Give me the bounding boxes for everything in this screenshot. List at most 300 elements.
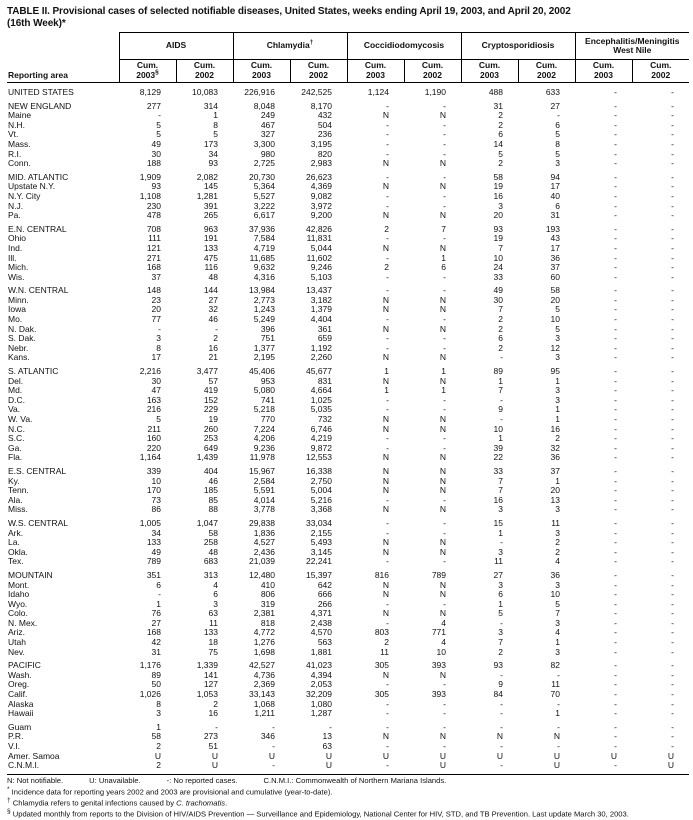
value-cell: 170 bbox=[146, 485, 161, 496]
table-row bbox=[7, 121, 689, 131]
table-row bbox=[7, 557, 689, 567]
value-cell: - bbox=[443, 285, 446, 296]
value-cell: 3 bbox=[555, 394, 561, 405]
value-cell: N bbox=[439, 242, 446, 253]
reporting-area-cell: N.J. bbox=[8, 200, 24, 211]
value-cell: 10 bbox=[493, 423, 503, 434]
legend-dash: -: No reported cases. bbox=[166, 775, 238, 785]
value-cell: 14 bbox=[493, 138, 503, 149]
value-cell: 141 bbox=[203, 669, 218, 680]
value-cell: - bbox=[671, 190, 675, 201]
table-row bbox=[7, 244, 689, 254]
table-row bbox=[7, 529, 689, 539]
value-cell: 46 bbox=[208, 475, 218, 486]
legend-u: U: Unavailable. bbox=[89, 775, 141, 785]
value-cell: - bbox=[671, 375, 675, 386]
value-cell: - bbox=[671, 129, 675, 140]
reporting-area-cell: Oreg. bbox=[8, 679, 30, 690]
value-cell: 1 bbox=[156, 598, 161, 609]
value-cell: 93 bbox=[493, 223, 503, 234]
value-cell: 31 bbox=[493, 100, 503, 111]
value-cell: - bbox=[671, 475, 675, 486]
value-cell: 26,623 bbox=[306, 171, 332, 182]
value-cell: U bbox=[211, 750, 218, 761]
value-cell: - bbox=[500, 721, 503, 732]
value-cell: - bbox=[671, 314, 675, 325]
value-cell: 145 bbox=[203, 181, 218, 192]
value-cell: - bbox=[614, 517, 618, 528]
table-row bbox=[7, 700, 689, 710]
table-row bbox=[7, 159, 689, 169]
column-group-chlamydia: Chlamydia† bbox=[233, 33, 347, 60]
value-cell: 4 bbox=[441, 617, 446, 628]
value-cell: U bbox=[176, 761, 233, 774]
value-cell: 789 bbox=[431, 569, 446, 580]
value-cell: - bbox=[671, 504, 675, 515]
value-cell: - bbox=[671, 537, 675, 548]
value-cell: - bbox=[671, 494, 675, 505]
value-cell: 1,287 bbox=[310, 708, 332, 719]
reporting-area-cell: Vt. bbox=[8, 129, 19, 140]
value-cell: - bbox=[614, 223, 618, 234]
value-cell: 11 bbox=[551, 517, 561, 528]
value-cell: 2,983 bbox=[310, 158, 332, 169]
value-cell: 1,108 bbox=[139, 190, 161, 201]
value-cell: 19 bbox=[208, 414, 218, 424]
value-cell: 253 bbox=[203, 433, 218, 444]
value-cell: 10 bbox=[550, 314, 561, 325]
value-cell: 2 bbox=[384, 637, 389, 648]
value-cell: - bbox=[614, 262, 618, 273]
table-row bbox=[7, 334, 689, 344]
value-cell: 185 bbox=[203, 485, 218, 496]
value-cell: N bbox=[382, 158, 389, 169]
footnote-section: § Updated monthly from reports to the Division of HIV/AIDS Prevention — Surveillance and Epidemiology, National Center for HIV, STD, and TB Prevention. Last update March 30, 2003. bbox=[7, 808, 629, 819]
value-cell: 5 bbox=[555, 323, 561, 334]
value-cell: - bbox=[671, 233, 675, 244]
value-cell: 4 bbox=[213, 579, 218, 590]
value-cell: 980 bbox=[260, 148, 275, 159]
value-cell: 1 bbox=[441, 366, 446, 377]
value-cell: 277 bbox=[146, 100, 161, 111]
value-cell: - bbox=[443, 314, 446, 325]
value-cell: 7 bbox=[498, 304, 503, 315]
value-cell: 168 bbox=[146, 627, 161, 638]
value-cell: 2,438 bbox=[310, 617, 332, 628]
value-cell: 3 bbox=[498, 504, 503, 515]
value-cell: - bbox=[671, 110, 675, 121]
value-cell: 2 bbox=[498, 158, 503, 169]
value-cell: - bbox=[443, 679, 446, 690]
reporting-area-cell: V.I. bbox=[8, 741, 20, 751]
value-cell: 242,525 bbox=[301, 87, 332, 97]
value-cell: 770 bbox=[260, 414, 275, 424]
value-cell: 6,617 bbox=[253, 210, 275, 221]
value-cell: 33 bbox=[493, 271, 503, 282]
value-cell: - bbox=[614, 627, 618, 638]
value-cell: - bbox=[614, 333, 618, 344]
value-cell: 191 bbox=[203, 233, 218, 244]
value-cell: - bbox=[386, 252, 389, 263]
table-title bbox=[7, 6, 689, 29]
value-cell: 11 bbox=[494, 556, 503, 567]
value-cell: 21 bbox=[208, 352, 218, 363]
table-row bbox=[7, 315, 689, 325]
value-cell: 2,725 bbox=[253, 158, 275, 169]
value-cell: 42,527 bbox=[249, 660, 275, 671]
value-cell: 1,698 bbox=[253, 646, 275, 657]
value-cell: 30 bbox=[493, 294, 503, 305]
table-row bbox=[7, 405, 689, 415]
column-group-aids: AIDS bbox=[119, 33, 233, 60]
value-cell: - bbox=[671, 333, 675, 344]
value-cell: - bbox=[614, 475, 618, 486]
reporting-area-cell: W. Va. bbox=[8, 414, 33, 424]
value-cell: N bbox=[382, 181, 389, 192]
value-cell: 419 bbox=[203, 385, 218, 396]
value-cell: 5,216 bbox=[310, 494, 332, 505]
value-cell: 133 bbox=[146, 537, 161, 548]
value-cell: 1 bbox=[441, 385, 446, 396]
value-cell: 1 bbox=[555, 414, 561, 424]
value-cell: - bbox=[671, 304, 675, 315]
value-cell: 37 bbox=[550, 465, 561, 476]
value-cell: - bbox=[215, 721, 218, 732]
reporting-area-cell: Utah bbox=[8, 637, 26, 648]
table-title-line1: TABLE II. Provisional cases of selected notifiable diseases, United States, weeks ending April 19, 2003, and April 20, 2002 bbox=[7, 6, 571, 17]
value-cell: 1,379 bbox=[310, 304, 332, 315]
value-cell: 410 bbox=[260, 579, 275, 590]
reporting-area-cell: UNITED STATES bbox=[8, 87, 74, 97]
value-cell: 31 bbox=[151, 646, 161, 657]
value-cell: - bbox=[671, 366, 675, 377]
value-cell: 8 bbox=[213, 119, 218, 130]
value-cell: 249 bbox=[260, 110, 275, 121]
value-cell: 2 bbox=[555, 546, 561, 557]
value-cell: - bbox=[614, 242, 618, 253]
value-cell: - bbox=[671, 252, 675, 263]
value-cell: - bbox=[671, 87, 675, 97]
value-cell: 13 bbox=[322, 731, 332, 742]
value-cell: 2,369 bbox=[253, 679, 275, 690]
value-cell: N bbox=[439, 537, 446, 548]
value-cell: 18 bbox=[208, 637, 218, 648]
value-cell: - bbox=[443, 129, 446, 140]
value-cell: 220 bbox=[146, 442, 161, 453]
value-cell: 6 bbox=[498, 333, 503, 344]
value-cell: 7 bbox=[498, 637, 503, 648]
reporting-area-cell: N.C. bbox=[8, 423, 25, 434]
value-cell: - bbox=[614, 721, 618, 732]
value-cell: - bbox=[671, 556, 675, 567]
value-cell: - bbox=[443, 148, 446, 159]
value-cell: 33,143 bbox=[249, 689, 275, 700]
value-cell: 4,719 bbox=[253, 242, 275, 253]
value-cell: - bbox=[671, 385, 675, 396]
value-cell: N bbox=[382, 669, 389, 680]
value-cell: - bbox=[614, 442, 618, 453]
value-cell: - bbox=[614, 669, 618, 680]
value-cell: 1,176 bbox=[139, 660, 161, 671]
reporting-area-cell: P.R. bbox=[8, 731, 24, 742]
value-cell: 4 bbox=[441, 637, 446, 648]
value-cell: N bbox=[439, 375, 446, 386]
value-cell: 7 bbox=[441, 223, 446, 234]
footnote-asterisk: * Incidence data for reporting years 2002 and 2003 are provisional and cumulative (year-to-date). bbox=[7, 785, 333, 797]
table-row bbox=[7, 609, 689, 619]
value-cell: - bbox=[614, 210, 618, 221]
value-cell: - bbox=[614, 233, 618, 244]
value-cell: - bbox=[443, 517, 446, 528]
value-cell: U bbox=[667, 750, 675, 761]
value-cell: 642 bbox=[317, 579, 332, 590]
value-cell: - bbox=[386, 119, 389, 130]
value-cell: 8,048 bbox=[253, 100, 275, 111]
value-cell: 58 bbox=[493, 171, 503, 182]
value-cell: 4,664 bbox=[310, 385, 332, 396]
table-row bbox=[7, 590, 689, 600]
value-cell: 32 bbox=[550, 442, 561, 453]
notifiable-diseases-table bbox=[7, 32, 689, 775]
value-cell: N bbox=[439, 210, 446, 221]
value-cell: - bbox=[614, 352, 618, 363]
table-row bbox=[7, 648, 689, 658]
reporting-area-cell: S. ATLANTIC bbox=[8, 366, 59, 377]
reporting-area-cell: Ky. bbox=[8, 475, 20, 486]
value-cell: 803 bbox=[374, 627, 389, 638]
value-cell: 3,222 bbox=[253, 200, 275, 211]
value-cell: 649 bbox=[203, 442, 218, 453]
value-cell: 13,984 bbox=[249, 285, 275, 296]
value-cell: 666 bbox=[317, 589, 332, 600]
value-cell: - bbox=[500, 617, 503, 628]
value-cell: 5 bbox=[156, 129, 161, 140]
value-cell: - bbox=[443, 171, 446, 182]
value-cell: 8 bbox=[156, 342, 161, 353]
reporting-area-cell: Amer. Samoa bbox=[8, 750, 60, 761]
value-cell: 31 bbox=[550, 210, 561, 221]
value-cell: - bbox=[386, 314, 389, 325]
value-cell: 4 bbox=[555, 627, 561, 638]
value-cell: - bbox=[671, 669, 675, 680]
value-cell: 2,053 bbox=[310, 679, 332, 690]
value-cell: 73 bbox=[151, 494, 161, 505]
value-cell: - bbox=[557, 741, 561, 751]
value-cell: 9,872 bbox=[310, 442, 332, 453]
value-cell: 8,170 bbox=[310, 100, 332, 111]
value-cell: 5,218 bbox=[253, 404, 275, 415]
value-cell: 88 bbox=[208, 504, 218, 515]
value-cell: 9,236 bbox=[253, 442, 275, 453]
value-cell: - bbox=[614, 385, 618, 396]
value-cell: - bbox=[158, 589, 161, 600]
value-cell: 5,493 bbox=[310, 537, 332, 548]
column-group-cryptosporidiosis: Cryptosporidiosis bbox=[461, 33, 575, 60]
value-cell: - bbox=[671, 569, 675, 580]
value-cell: U bbox=[518, 761, 575, 774]
value-cell: U bbox=[632, 761, 689, 774]
table-row bbox=[7, 234, 689, 244]
value-cell: - bbox=[671, 617, 675, 628]
value-cell: - bbox=[500, 537, 503, 548]
value-cell: 2,381 bbox=[253, 608, 275, 619]
reporting-area-cell: MID. ATLANTIC bbox=[8, 171, 69, 182]
value-cell: 339 bbox=[146, 465, 161, 476]
value-cell: 89 bbox=[151, 669, 161, 680]
value-cell: N bbox=[439, 475, 446, 486]
value-cell: 2,584 bbox=[253, 475, 275, 486]
value-cell: 1,281 bbox=[196, 190, 218, 201]
value-cell: 12 bbox=[550, 342, 561, 353]
value-cell: 314 bbox=[203, 100, 218, 111]
table-row bbox=[7, 150, 689, 160]
value-cell: 7 bbox=[498, 385, 503, 396]
value-cell: 683 bbox=[203, 556, 218, 567]
value-cell: - bbox=[671, 637, 675, 648]
subheader-chlamydia-2003: Cum. 2003 bbox=[233, 60, 290, 83]
reporting-area-cell: W.N. CENTRAL bbox=[8, 285, 69, 296]
value-cell: 84 bbox=[493, 689, 503, 700]
value-cell: 2,773 bbox=[253, 294, 275, 305]
table-row bbox=[7, 538, 689, 548]
value-cell: 1 bbox=[156, 721, 161, 732]
value-cell: - bbox=[671, 119, 675, 130]
value-cell: 361 bbox=[317, 323, 332, 334]
value-cell: 1 bbox=[498, 433, 503, 444]
value-cell: 396 bbox=[260, 323, 275, 334]
value-cell: N bbox=[553, 731, 561, 742]
value-cell: - bbox=[671, 171, 675, 182]
table-row bbox=[7, 444, 689, 454]
value-cell: - bbox=[386, 333, 389, 344]
value-cell: 266 bbox=[317, 598, 332, 609]
value-cell: 58 bbox=[151, 731, 161, 742]
reporting-area-cell: Ala. bbox=[8, 494, 23, 505]
value-cell: - bbox=[614, 423, 618, 434]
value-cell: U bbox=[553, 750, 561, 761]
value-cell: 1 bbox=[213, 110, 218, 121]
value-cell: 27 bbox=[493, 569, 503, 580]
value-cell: 4,404 bbox=[310, 314, 332, 325]
value-cell: - bbox=[386, 138, 389, 149]
value-cell: - bbox=[671, 598, 675, 609]
table-row bbox=[7, 377, 689, 387]
value-cell: 236 bbox=[317, 129, 332, 140]
value-cell: - bbox=[386, 556, 389, 567]
subheader-chlamydia-2002: Cum. 2002 bbox=[290, 60, 347, 83]
value-cell: - bbox=[614, 579, 618, 590]
value-cell: - bbox=[443, 404, 446, 415]
value-cell: - bbox=[500, 708, 503, 719]
value-cell: - bbox=[500, 741, 503, 751]
table-row bbox=[7, 548, 689, 558]
value-cell: 741 bbox=[260, 394, 275, 405]
value-cell: - bbox=[671, 579, 675, 590]
value-cell: 351 bbox=[146, 569, 161, 580]
value-cell: 2,260 bbox=[310, 352, 332, 363]
value-cell: 7,224 bbox=[253, 423, 275, 434]
value-cell: - bbox=[386, 494, 389, 505]
value-cell: - bbox=[671, 452, 675, 463]
reporting-area-cell: Ariz. bbox=[8, 627, 25, 638]
value-cell: - bbox=[614, 129, 618, 140]
value-cell: 5 bbox=[156, 414, 161, 424]
table-row bbox=[7, 581, 689, 591]
value-cell: - bbox=[614, 731, 618, 742]
value-cell: 806 bbox=[260, 589, 275, 600]
value-cell: - bbox=[443, 721, 446, 732]
table-row bbox=[7, 192, 689, 202]
value-cell: 4,369 bbox=[310, 181, 332, 192]
value-cell: - bbox=[614, 294, 618, 305]
value-cell: 5 bbox=[498, 608, 503, 619]
value-cell: 16 bbox=[208, 708, 218, 719]
value-cell: 16,338 bbox=[306, 465, 332, 476]
value-cell: - bbox=[443, 342, 446, 353]
value-cell: - bbox=[671, 660, 675, 671]
value-cell: - bbox=[671, 271, 675, 282]
value-cell: - bbox=[671, 423, 675, 434]
value-cell: 271 bbox=[146, 252, 161, 263]
value-cell: - bbox=[443, 394, 446, 405]
reporting-area-cell: La. bbox=[8, 537, 20, 548]
reporting-area-cell: Fla. bbox=[8, 452, 23, 463]
value-cell: 5 bbox=[555, 304, 561, 315]
value-cell: 127 bbox=[203, 679, 218, 690]
value-cell: 188 bbox=[146, 158, 161, 169]
value-cell: 2 bbox=[213, 698, 218, 709]
value-cell: 58 bbox=[208, 527, 218, 538]
value-cell: - bbox=[443, 119, 446, 130]
value-cell: 488 bbox=[488, 87, 503, 97]
table-row bbox=[7, 505, 689, 515]
value-cell: N bbox=[382, 731, 389, 742]
value-cell: 121 bbox=[146, 242, 161, 253]
value-cell: N bbox=[439, 181, 446, 192]
value-cell: 563 bbox=[317, 637, 332, 648]
value-cell: 11 bbox=[209, 617, 218, 628]
value-cell: - bbox=[671, 181, 675, 192]
value-cell: 9 bbox=[498, 679, 503, 690]
value-cell: 4,570 bbox=[310, 627, 332, 638]
value-cell: 13 bbox=[550, 494, 561, 505]
table-row bbox=[7, 453, 689, 463]
value-cell: - bbox=[671, 242, 675, 253]
value-cell: 475 bbox=[203, 252, 218, 263]
value-cell: 467 bbox=[260, 119, 275, 130]
value-cell: 963 bbox=[203, 223, 218, 234]
value-cell: 2,436 bbox=[253, 546, 275, 557]
reporting-area-cell: Wyo. bbox=[8, 598, 28, 609]
value-cell: 11,831 bbox=[306, 233, 332, 244]
value-cell: 1,211 bbox=[254, 708, 275, 719]
value-cell: 77 bbox=[151, 314, 161, 325]
value-cell: 49 bbox=[493, 285, 503, 296]
reporting-area-cell: S.C. bbox=[8, 433, 25, 444]
value-cell: - bbox=[671, 589, 675, 600]
value-cell: - bbox=[386, 233, 389, 244]
value-cell: 49 bbox=[151, 138, 161, 149]
value-cell: 1,190 bbox=[424, 87, 446, 97]
value-cell: N bbox=[382, 475, 389, 486]
value-cell: 789 bbox=[146, 556, 161, 567]
value-cell: 4,316 bbox=[253, 271, 275, 282]
reporting-area-cell: Upstate N.Y. bbox=[8, 181, 56, 192]
reporting-area-cell: Del. bbox=[8, 375, 24, 386]
value-cell: - bbox=[671, 741, 675, 751]
value-cell: - bbox=[443, 698, 446, 709]
value-cell: 11 bbox=[380, 646, 389, 657]
